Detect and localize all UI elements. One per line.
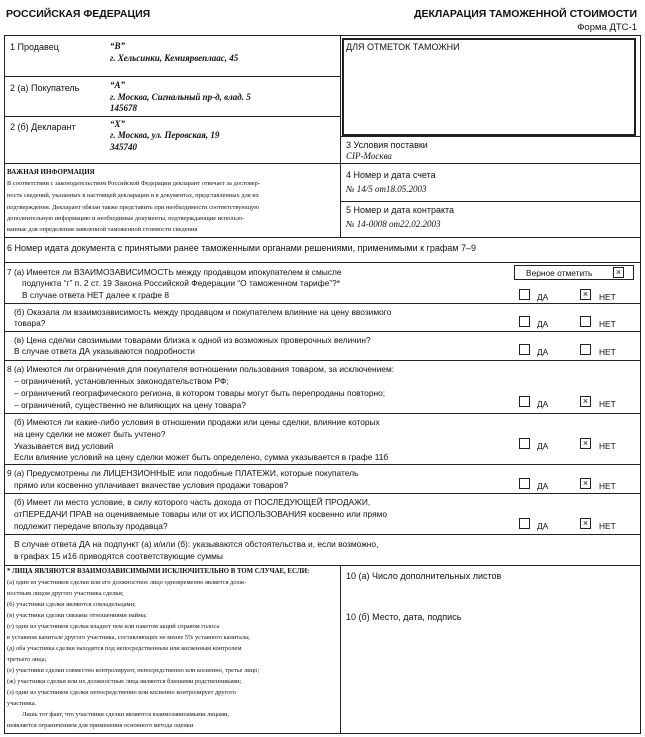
footnote-line: участника.	[7, 700, 37, 707]
q7b-line: товара?	[14, 318, 46, 328]
q8a-yes-checkbox[interactable]	[519, 396, 530, 407]
seller-label: 1 Продавец	[10, 42, 59, 52]
q8a-line: 8 (а) Имеются ли ограничения для покупателя вотношении пользования товаром, за исключением:	[7, 364, 395, 374]
q9a-yes-label: ДА	[537, 481, 549, 491]
q7a-yes-checkbox[interactable]	[519, 289, 530, 300]
q7b-line: (б) Оказала ли взаимозависимость между продавцом и покупателем влияние на цену ввозимого	[14, 307, 392, 317]
q7b-no-label: НЕТ	[599, 319, 616, 329]
footnote-title: * ЛИЦА ЯВЛЯЮТСЯ ВЗАИМОЗАВИСИМЫМИ ИСКЛЮЧИТЕЛЬНО В ТОМ СЛУЧАЕ, ЕСЛИ:	[7, 568, 310, 575]
q9a-line: прямо или косвенно уплачивает вкачестве условия продажи товаров?	[14, 480, 289, 490]
q7a-no-checkbox[interactable]: ×	[580, 289, 591, 300]
footnote-line: (а) один из участников сделки или его должностное лицо одновременно является долж-	[7, 579, 247, 586]
buyer-address: г. Москва, Сигнальный пр-д, влад. 5	[110, 92, 251, 102]
important-line: подтверждения. Декларант обязан также представить при необходимости соответствующую	[7, 204, 259, 211]
seller-address: г. Хельсинки, Кемиярвеплаас, 45	[110, 53, 239, 63]
footnote-line: неявляется ограничением для применения основного метода оценки	[7, 722, 194, 729]
q7c-yes-checkbox[interactable]	[519, 344, 530, 355]
q7a-line: 7 (а) Имеется ли ВЗАИМОЗАВИСИМОСТЬ между продавцом ипокупателем в смысле	[7, 267, 342, 277]
country-title: РОССИЙСКАЯ ФЕДЕРАЦИЯ	[6, 8, 151, 20]
q9-note-line: В случае ответа ДА на подпункт (а) и/или (б): указываются обстоятельства и, если возможно,	[14, 539, 379, 549]
important-line: ность сведений, указанных в настоящей декларации и в документах, представленных для их	[7, 192, 259, 199]
footnote-line: (б) участники сделки являются совладельцами;	[7, 601, 136, 608]
footnote-line: ностным лицом другого участника сделки;	[7, 590, 124, 597]
q9b-line: (б) Имеет ли место условие, в силу которого часть дохода от ПОСЛЕДУЮЩЕЙ ПРОДАЖИ,	[14, 497, 371, 507]
box3-label: 3 Условия поставки	[346, 140, 428, 150]
q8a-line: – ограничений географического региона, в котором товары могут быть перепроданы повторно;	[14, 388, 386, 398]
form-title: ДЕКЛАРАЦИЯ ТАМОЖЕННОЙ СТОИМОСТИ	[414, 8, 637, 20]
box3-value: CIP-Москва	[346, 151, 392, 161]
q9-note-line: в графах 15 и16 приводятся соответствующие суммы	[14, 551, 223, 561]
q9b-no-label: НЕТ	[599, 521, 616, 531]
q7c-line: (в) Цена сделки свозимыми товарами близка к одной из возможных проверочных величин?	[14, 335, 371, 345]
q7b-yes-label: ДА	[537, 319, 549, 329]
q9a-line: 9 (а) Предусмотрены ли ЛИЦЕНЗИОННЫЕ или подобные ПЛАТЕЖИ, которые покупатель	[7, 468, 359, 478]
customs-label: ДЛЯ ОТМЕТОК ТАМОЖНИ	[346, 42, 460, 52]
box4-label: 4 Номер и дата счета	[346, 170, 436, 180]
q7c-no-label: НЕТ	[599, 347, 616, 357]
footnote-line: Лишь тот факт, что участники сделки являются взаимозависимыми лицами,	[22, 711, 230, 718]
q8a-yes-label: ДА	[537, 399, 549, 409]
q8b-yes-checkbox[interactable]	[519, 438, 530, 449]
box10b-label: 10 (б) Место, дата, подпись	[346, 612, 462, 622]
q8b-line: Если влияние условий на цену сделки может быть определено, сумма указывается в графе 11б	[14, 452, 389, 462]
q8b-no-label: НЕТ	[599, 441, 616, 451]
q7a-line: В случае ответа НЕТ далее к графе 8	[22, 290, 169, 300]
box5-value: № 14-0008 от22.02.2003	[346, 219, 441, 229]
q9b-yes-checkbox[interactable]	[519, 518, 530, 529]
box6-label: 6 Номер идата документа с принятыми ранее таможенными органами решениями, применимыми к графам 7–9	[7, 243, 476, 253]
q8a-no-checkbox[interactable]: ×	[580, 396, 591, 407]
buyer-label: 2 (а) Покупатель	[10, 83, 80, 93]
important-line: В соответствии с законодательством Российской Федерации декларант отвечает за достовер-	[7, 180, 260, 187]
q8a-line: – ограничений, установленных законодательством РФ;	[14, 376, 229, 386]
q7c-no-checkbox[interactable]	[580, 344, 591, 355]
mark-hint-checkbox: ×	[613, 267, 624, 278]
q7a-line: подпункта “г” п. 2 ст. 19 Закона Российской Федерации “О таможенном тарифе”?*	[22, 278, 340, 288]
important-line: дополнительную информацию и необходимые документы, подтверждающие использо-	[7, 215, 245, 222]
box4-value: № 14/5 от18.05.2003	[346, 184, 427, 194]
footnote-line: (ж) участники сделки или их должностные лица являются близкими родственниками;	[7, 678, 242, 685]
q8b-line: на цену сделки не может быть учтено?	[14, 429, 166, 439]
q9a-no-label: НЕТ	[599, 481, 616, 491]
q9b-line: отПЕРЕДАЧИ ПРАВ на оцениваемые товары или от их ИСПОЛЬЗОВАНИЯ косвенно или прямо	[14, 509, 388, 519]
footnote-line: (з) один из участников сделки непосредственно или косвенно контролирует другого	[7, 689, 236, 696]
box10a-label: 10 (а) Число дополнительных листов	[346, 571, 502, 581]
footnote-line: в уставном капитале другого участника, составляющих не менее 5% уставного капитала;	[7, 634, 250, 641]
q7a-yes-label: ДА	[537, 292, 549, 302]
q8a-line: – ограничений, существенно не влияющих на цену товара?	[14, 400, 246, 410]
q8b-line: Указывается вид условий	[14, 441, 114, 451]
q7b-no-checkbox[interactable]	[580, 316, 591, 327]
q7c-line: В случае ответа ДА указываются подробности	[14, 346, 195, 356]
mark-hint-label: Верное отметить	[526, 268, 593, 278]
customs-marks-box	[342, 38, 636, 136]
form-number: Форма ДТС-1	[577, 22, 637, 33]
footnote-line: (в) участники сделки связаны отношениями найма;	[7, 612, 147, 619]
q9b-yes-label: ДА	[537, 521, 549, 531]
q8b-yes-label: ДА	[537, 441, 549, 451]
q8b-no-checkbox[interactable]: ×	[580, 438, 591, 449]
important-title: ВАЖНАЯ ИНФОРМАЦИЯ	[7, 168, 95, 176]
declarant-code: 345740	[110, 142, 137, 152]
footnote-line: третьего лица;	[7, 656, 47, 663]
q8a-no-label: НЕТ	[599, 399, 616, 409]
q9a-yes-checkbox[interactable]	[519, 478, 530, 489]
footnote-line: (е) участники сделки совместно контролируют, непосредственно или косвенно, третье лицо;	[7, 667, 260, 674]
declarant-label: 2 (б) Декларант	[10, 122, 76, 132]
footnote-line: (д) оба участника сделки находятся под непосредственным или косвенным контролем	[7, 645, 242, 652]
box5-label: 5 Номер и дата контракта	[346, 205, 455, 215]
q8b-line: (б) Имеются ли какие-либо условия в отношении продажи или цены сделки, влияние которых	[14, 417, 380, 427]
q7b-yes-checkbox[interactable]	[519, 316, 530, 327]
footnote-line: (г) один из участников сделки владеет пем или пакетом акций справом голоса	[7, 623, 220, 630]
q7c-yes-label: ДА	[537, 347, 549, 357]
declarant-address: г. Москва, ул. Перовская, 19	[110, 130, 220, 140]
q9b-line: подлежит передаче впользу продавца?	[14, 521, 168, 531]
important-line: ванные для определения заявленной таможенной стоимости сведения	[7, 226, 198, 233]
q9a-no-checkbox[interactable]: ×	[580, 478, 591, 489]
buyer-code: 145678	[110, 103, 137, 113]
declarant-name: “Х”	[110, 119, 126, 129]
q9b-no-checkbox[interactable]: ×	[580, 518, 591, 529]
q7a-no-label: НЕТ	[599, 292, 616, 302]
buyer-name: “А”	[110, 80, 126, 90]
seller-name: “В”	[110, 41, 126, 51]
